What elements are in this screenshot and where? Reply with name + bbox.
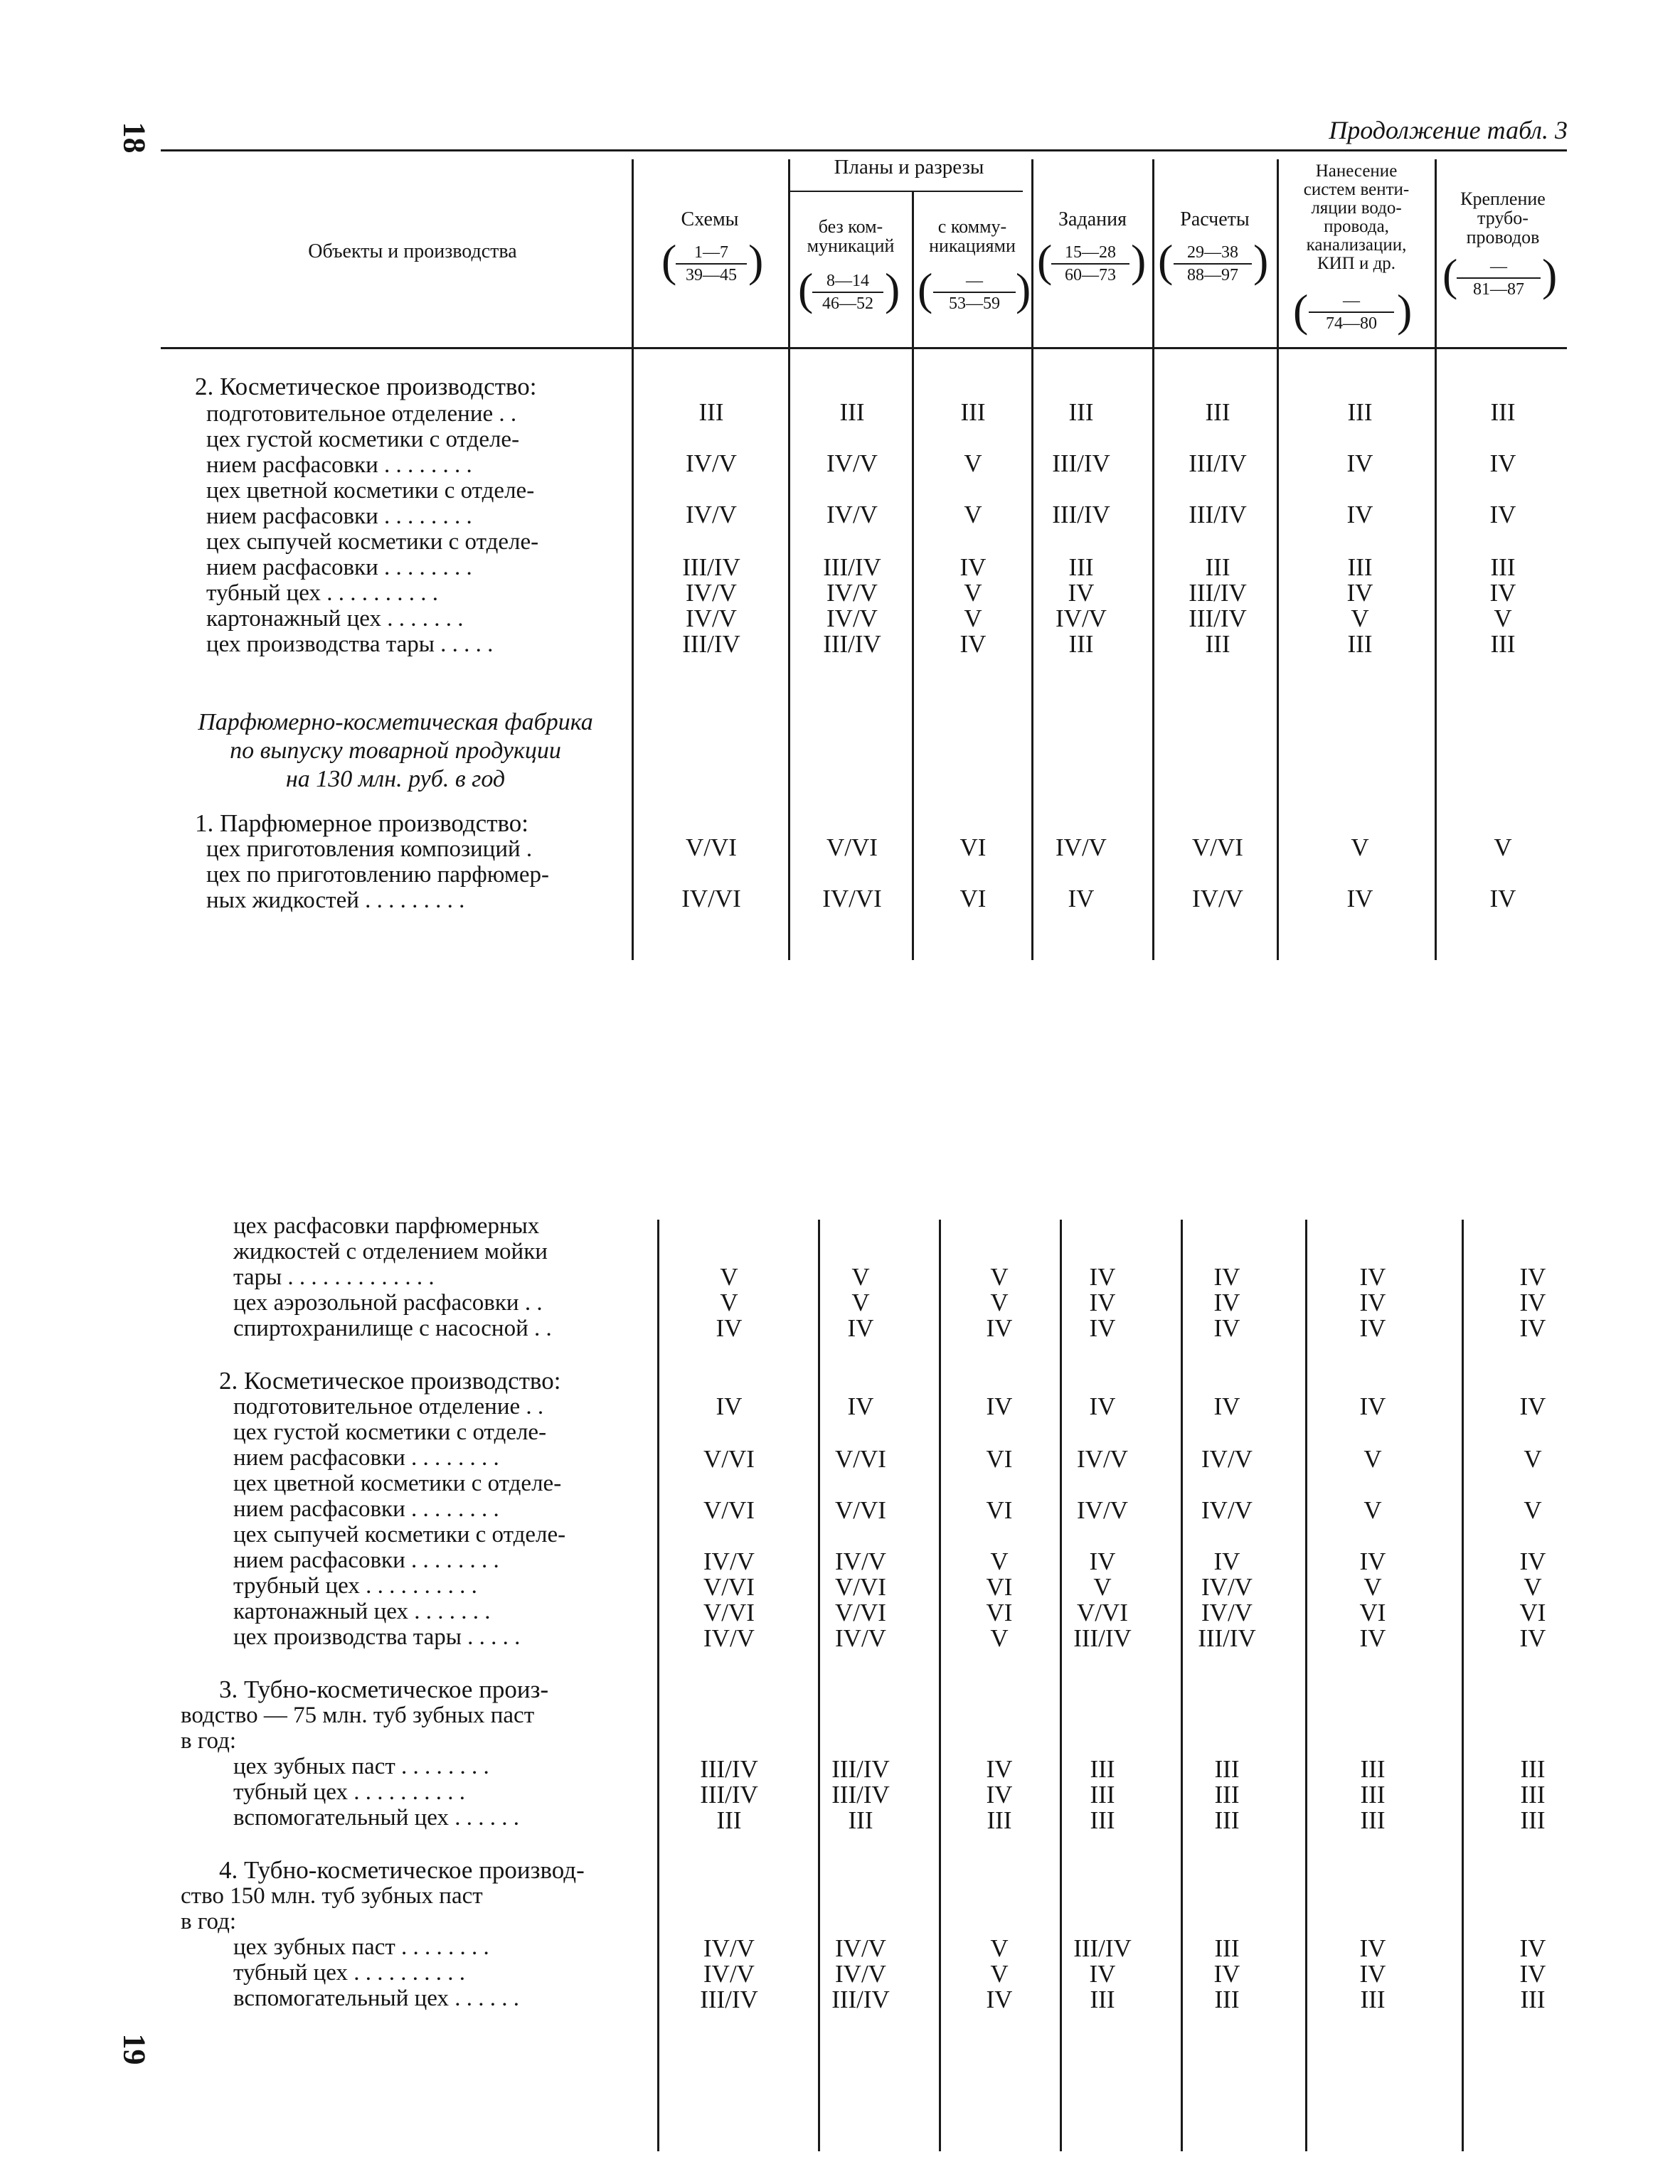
table-cell: III bbox=[698, 398, 724, 426]
table-cell: IV bbox=[986, 1755, 1013, 1783]
table-cell: III/IV bbox=[700, 1986, 758, 2013]
table-cell: III/IV bbox=[831, 1986, 890, 2013]
table-cell: III/IV bbox=[1189, 579, 1247, 607]
table-cell: III bbox=[1360, 1806, 1386, 1834]
table-cell: IV bbox=[1359, 1624, 1386, 1652]
table-cell: V bbox=[851, 1289, 870, 1316]
table-cell: V/VI bbox=[1077, 1599, 1128, 1626]
table-cell: IV bbox=[847, 1314, 874, 1342]
table-cell: IV/V bbox=[826, 501, 878, 528]
row-label: спиртохранилище с насосной . . bbox=[233, 1316, 552, 1341]
table-cell: III/IV bbox=[682, 630, 740, 658]
header-tasks: Задания bbox=[1058, 208, 1127, 230]
table-cell: IV bbox=[1213, 1263, 1240, 1291]
table-cell: IV bbox=[1359, 1392, 1386, 1420]
row-label: картонажный цех . . . . . . . bbox=[233, 1599, 491, 1624]
table-cell: III bbox=[848, 1806, 873, 1834]
row-label: цех сыпучей косметики с отделе- bbox=[233, 1522, 566, 1548]
table-cell: IV/V bbox=[1056, 604, 1107, 632]
col-divider bbox=[1152, 159, 1154, 960]
table-cell: VI bbox=[1359, 1599, 1386, 1626]
row-label: цех цветной косметики с отделе- bbox=[233, 1471, 562, 1496]
table-cell: V bbox=[1363, 1496, 1382, 1524]
header-with-communications: с комму- никациями bbox=[929, 216, 1016, 256]
table-cell: III/IV bbox=[1189, 604, 1247, 632]
table-cell: IV bbox=[959, 553, 987, 581]
header-calculations: Расчеты bbox=[1180, 208, 1250, 230]
row-label: цех зубных паст . . . . . . . . bbox=[233, 1754, 489, 1779]
table-cell: VI bbox=[959, 833, 987, 861]
table-cell: IV bbox=[1346, 885, 1373, 912]
table-cell: IV bbox=[1519, 1392, 1546, 1420]
table-cell: IV bbox=[959, 630, 987, 658]
table-cell: V/VI bbox=[703, 1573, 755, 1601]
row-label: вспомогательный цех . . . . . . bbox=[233, 1805, 519, 1831]
table-cell: V bbox=[964, 579, 982, 607]
table-cell: IV bbox=[1089, 1960, 1116, 1988]
header-schemes: Схемы bbox=[681, 208, 739, 230]
table-cell: III bbox=[1214, 1755, 1240, 1783]
table-cell: V bbox=[851, 1263, 870, 1291]
table-cell: V bbox=[964, 604, 982, 632]
header-with-comm-fraction: — 53—59 bbox=[933, 270, 1016, 314]
table-cell: IV/V bbox=[826, 579, 878, 607]
table-cell: III bbox=[1347, 630, 1373, 658]
table-cell: IV bbox=[1089, 1548, 1116, 1575]
row-label: цех цветной косметики с отделе- bbox=[206, 478, 535, 504]
table-cell: III bbox=[1068, 553, 1094, 581]
row-label: картонажный цех . . . . . . . bbox=[206, 606, 464, 632]
table-cell: IV bbox=[1213, 1314, 1240, 1342]
section-title: 4. Тубно-косметическое производ- bbox=[219, 1856, 585, 1884]
row-label: цех производства тары . . . . . bbox=[233, 1624, 521, 1650]
table-cell: III bbox=[1090, 1806, 1115, 1834]
table-cell: V bbox=[1494, 833, 1512, 861]
row-label: тубный цех . . . . . . . . . . bbox=[233, 1960, 465, 1986]
table-cell: IV/V bbox=[703, 1934, 755, 1962]
table-cell: IV/V bbox=[1201, 1445, 1253, 1473]
row-label: цех аэрозольной расфасовки . . bbox=[233, 1290, 543, 1316]
paren-right: ) bbox=[748, 235, 764, 286]
table-cell: III/IV bbox=[831, 1781, 890, 1809]
table-cell: IV bbox=[986, 1986, 1013, 2013]
table-cell: III bbox=[1360, 1781, 1386, 1809]
table-cell: III bbox=[1360, 1986, 1386, 2013]
table-cell: IV/V bbox=[826, 449, 878, 477]
table-cell: IV bbox=[716, 1392, 743, 1420]
continuation-caption: Продолжение табл. 3 bbox=[1329, 116, 1568, 144]
table-cell: IV/V bbox=[1077, 1445, 1128, 1473]
table-cell: V bbox=[990, 1960, 1009, 1988]
table-cell: IV bbox=[1089, 1289, 1116, 1316]
col-divider bbox=[1277, 159, 1279, 960]
table-cell: IV bbox=[1489, 449, 1516, 477]
table-cell: III bbox=[1490, 553, 1516, 581]
table-cell: V bbox=[1093, 1573, 1112, 1601]
table-cell: IV/V bbox=[686, 449, 737, 477]
table-cell: IV bbox=[1089, 1314, 1116, 1342]
table-cell: V/VI bbox=[703, 1599, 755, 1626]
table-cell: V/VI bbox=[835, 1445, 886, 1473]
table-cell: IV/V bbox=[826, 604, 878, 632]
table-cell: III bbox=[716, 1806, 742, 1834]
table-cell: IV bbox=[1068, 885, 1095, 912]
table-cell: IV/VI bbox=[822, 885, 882, 912]
table-cell: III bbox=[1090, 1986, 1115, 2013]
row-label: нием расфасовки . . . . . . . . bbox=[233, 1548, 499, 1573]
col-divider bbox=[1435, 159, 1437, 960]
header-calculations-fraction: $\frac{29—38}{88—97}$ bbox=[1174, 242, 1252, 286]
col-divider bbox=[657, 1220, 659, 2151]
table-cell: IV bbox=[1519, 1289, 1546, 1316]
page-number-top: 18 bbox=[117, 122, 152, 154]
table-cell: III bbox=[1520, 1755, 1546, 1783]
row-label: цех по приготовлению парфюмер- bbox=[206, 862, 550, 888]
row-label: тубный цех . . . . . . . . . . bbox=[206, 580, 438, 606]
table-cell: III/IV bbox=[1073, 1934, 1132, 1962]
table-cell: IV bbox=[1213, 1289, 1240, 1316]
row-label: нием расфасовки . . . . . . . . bbox=[206, 555, 472, 580]
table-cell: III/IV bbox=[823, 630, 881, 658]
table-cell: III/IV bbox=[1198, 1624, 1256, 1652]
table-cell: III/IV bbox=[700, 1755, 758, 1783]
table-cell: IV/V bbox=[1201, 1599, 1253, 1626]
table-cell: IV/V bbox=[1201, 1573, 1253, 1601]
table-cell: V/VI bbox=[835, 1573, 886, 1601]
table-cell: IV/VI bbox=[681, 885, 741, 912]
table-cell: IV/V bbox=[835, 1624, 886, 1652]
table-cell: IV/V bbox=[703, 1960, 755, 1988]
row-label: ство 150 млн. туб зубных паст bbox=[181, 1883, 483, 1909]
table-cell: III bbox=[1214, 1806, 1240, 1834]
table-cell: III bbox=[1214, 1986, 1240, 2013]
table-cell: III bbox=[1068, 398, 1094, 426]
table-cell: IV bbox=[1359, 1934, 1386, 1962]
table-cell: IV/V bbox=[703, 1548, 755, 1575]
row-label: ных жидкостей . . . . . . . . . bbox=[206, 888, 465, 913]
table-cell: V/VI bbox=[835, 1496, 886, 1524]
row-label: нием расфасовки . . . . . . . . bbox=[233, 1496, 499, 1522]
section-title: 1. Парфюмерное производство: bbox=[195, 809, 529, 837]
table-cell: V bbox=[990, 1263, 1009, 1291]
table-cell: IV/V bbox=[1056, 833, 1107, 861]
table-cell: III bbox=[987, 1806, 1012, 1834]
table-cell: IV bbox=[986, 1314, 1013, 1342]
table-cell: III bbox=[1520, 1781, 1546, 1809]
table-cell: III/IV bbox=[1073, 1624, 1132, 1652]
table-cell: VI bbox=[1519, 1599, 1546, 1626]
table-cell: IV bbox=[1213, 1392, 1240, 1420]
table-cell: III bbox=[1490, 398, 1516, 426]
table-cell: V bbox=[964, 449, 982, 477]
table-cell: V bbox=[1351, 833, 1369, 861]
header-pipes: Крепление трубо- проводов bbox=[1460, 188, 1546, 247]
table-cell: IV/V bbox=[1192, 885, 1243, 912]
header-systems-fraction: — 74—80 bbox=[1309, 290, 1394, 334]
table-cell: IV bbox=[716, 1314, 743, 1342]
table-cell: III bbox=[1090, 1781, 1115, 1809]
paren-right: ) bbox=[1016, 264, 1031, 314]
table-cell: VI bbox=[986, 1599, 1013, 1626]
table-cell: VI bbox=[986, 1445, 1013, 1473]
row-label: вспомогательный цех . . . . . . bbox=[233, 1986, 519, 2011]
paren-right: ) bbox=[885, 264, 900, 314]
row-label: подготовительное отделение . . bbox=[206, 401, 517, 427]
page-number-bottom: 19 bbox=[117, 2033, 152, 2065]
row-label: подготовительное отделение . . bbox=[233, 1394, 544, 1419]
table-cell: IV bbox=[1089, 1392, 1116, 1420]
header-rule bbox=[161, 347, 1567, 349]
header-tasks-fraction: $\frac{15—28}{60—73}$ bbox=[1051, 242, 1129, 286]
table-cell: III/IV bbox=[823, 553, 881, 581]
row-label: цех приготовления композиций . bbox=[206, 836, 533, 862]
col-divider bbox=[939, 1220, 941, 2151]
table-cell: III/IV bbox=[1052, 449, 1110, 477]
table-cell: IV bbox=[1519, 1548, 1546, 1575]
table-cell: IV bbox=[1346, 579, 1373, 607]
row-label: цех зубных паст . . . . . . . . bbox=[233, 1934, 489, 1960]
header-no-communications: без ком- муникаций bbox=[807, 216, 895, 256]
table-cell: IV bbox=[1519, 1624, 1546, 1652]
table-cell: IV bbox=[847, 1392, 874, 1420]
table-cell: V/VI bbox=[1192, 833, 1243, 861]
row-label: нием расфасовки . . . . . . . . bbox=[206, 504, 472, 529]
table-cell: V bbox=[1524, 1496, 1542, 1524]
table-cell: VI bbox=[986, 1573, 1013, 1601]
header-no-comm-fraction: $\frac{8—14}{46—52}$ bbox=[812, 270, 883, 314]
row-label: нием расфасовки . . . . . . . . bbox=[233, 1445, 499, 1471]
paren-right: ) bbox=[1131, 235, 1147, 286]
paren-left: ( bbox=[918, 264, 933, 314]
table-cell: V bbox=[990, 1624, 1009, 1652]
table-cell: IV bbox=[1519, 1934, 1546, 1962]
row-label: нием расфасовки . . . . . . . . bbox=[206, 452, 472, 478]
table-cell: V bbox=[720, 1263, 738, 1291]
table-cell: IV/V bbox=[686, 579, 737, 607]
row-label: в год: bbox=[181, 1909, 237, 1934]
table-cell: IV bbox=[1489, 501, 1516, 528]
table-cell: V bbox=[990, 1548, 1009, 1575]
table-cell: III bbox=[1347, 553, 1373, 581]
table-cell: VI bbox=[986, 1496, 1013, 1524]
table-cell: V bbox=[990, 1934, 1009, 1962]
table-cell: III bbox=[1520, 1986, 1546, 2013]
table-cell: IV bbox=[1359, 1314, 1386, 1342]
table-cell: III bbox=[839, 398, 865, 426]
table-cell: V bbox=[964, 501, 982, 528]
table-cell: V bbox=[1494, 604, 1512, 632]
table-cell: III bbox=[1360, 1755, 1386, 1783]
table-cell: III bbox=[1068, 630, 1094, 658]
table-cell: III bbox=[1520, 1806, 1546, 1834]
table-cell: IV bbox=[986, 1781, 1013, 1809]
table-cell: V bbox=[1363, 1573, 1382, 1601]
table-cell: V/VI bbox=[703, 1445, 755, 1473]
paren-right: ) bbox=[1397, 285, 1413, 336]
table-cell: IV bbox=[1346, 449, 1373, 477]
top-rule bbox=[161, 149, 1567, 151]
paren-left: ( bbox=[1293, 285, 1309, 336]
paren-left: ( bbox=[1442, 250, 1458, 300]
table-cell: IV bbox=[1346, 501, 1373, 528]
table-cell: III bbox=[1090, 1755, 1115, 1783]
header-schemes-fraction: $\frac{1—7}{39—45}$ bbox=[676, 242, 747, 286]
table-cell: III/IV bbox=[1189, 449, 1247, 477]
row-label: жидкостей с отделением мойки bbox=[233, 1239, 548, 1264]
table-cell: III/IV bbox=[1052, 501, 1110, 528]
paren-left: ( bbox=[661, 235, 677, 286]
table-cell: III bbox=[1214, 1781, 1240, 1809]
table-cell: IV bbox=[1519, 1263, 1546, 1291]
table-cell: III bbox=[1205, 630, 1230, 658]
table-cell: III bbox=[1214, 1934, 1240, 1962]
header-pipes-fraction: — 81—87 bbox=[1457, 256, 1541, 300]
table-cell: IV bbox=[986, 1392, 1013, 1420]
table-cell: IV bbox=[1519, 1314, 1546, 1342]
table-cell: IV/V bbox=[1201, 1496, 1253, 1524]
col-divider bbox=[632, 159, 634, 960]
table-cell: IV bbox=[1359, 1263, 1386, 1291]
col-divider bbox=[912, 192, 914, 960]
table-cell: III/IV bbox=[831, 1755, 890, 1783]
row-label: трубный цех . . . . . . . . . . bbox=[233, 1573, 477, 1599]
table-cell: IV/V bbox=[835, 1548, 886, 1575]
table-cell: III/IV bbox=[682, 553, 740, 581]
col-divider bbox=[788, 159, 790, 960]
table-cell: III bbox=[1205, 398, 1230, 426]
table-cell: IV bbox=[1213, 1548, 1240, 1575]
table-cell: IV bbox=[1068, 579, 1095, 607]
paren-left: ( bbox=[1158, 235, 1174, 286]
table-cell: V bbox=[1524, 1445, 1542, 1473]
table-cell: III bbox=[1347, 398, 1373, 426]
table-cell: III/IV bbox=[1189, 501, 1247, 528]
header-plans-group: Планы и разрезы bbox=[834, 156, 984, 179]
table-cell: V/VI bbox=[826, 833, 878, 861]
row-label: в год: bbox=[181, 1728, 237, 1754]
row-label: тубный цех . . . . . . . . . . bbox=[233, 1779, 465, 1805]
factory-title: Парфюмерно-косметическая фабрика по выпуску товарной продукции на 130 млн. руб. в год bbox=[198, 709, 593, 792]
table-cell: III/IV bbox=[700, 1781, 758, 1809]
table-cell: III bbox=[960, 398, 986, 426]
table-cell: IV bbox=[1489, 885, 1516, 912]
header-systems: Нанесение систем венти- ляции водо- провода, канализации, КИП и др. bbox=[1303, 161, 1410, 273]
table-cell: V/VI bbox=[835, 1599, 886, 1626]
row-label: цех расфасовки парфюмерных bbox=[233, 1213, 540, 1239]
table-cell: V bbox=[720, 1289, 738, 1316]
table-cell: IV/V bbox=[686, 501, 737, 528]
paren-right: ) bbox=[1253, 235, 1269, 286]
table-cell: IV bbox=[1089, 1263, 1116, 1291]
row-label: водство — 75 млн. туб зубных паст bbox=[181, 1703, 535, 1728]
table-cell: IV bbox=[1519, 1960, 1546, 1988]
table-cell: IV bbox=[1489, 579, 1516, 607]
paren-left: ( bbox=[1037, 235, 1053, 286]
table-cell: V bbox=[1524, 1573, 1542, 1601]
table-cell: V bbox=[1363, 1445, 1382, 1473]
table-cell: IV bbox=[1213, 1960, 1240, 1988]
section-title: 3. Тубно-косметическое произ- bbox=[219, 1676, 549, 1703]
section-title: 2. Косметическое производство: bbox=[219, 1367, 561, 1395]
row-label: цех густой косметики с отделе- bbox=[233, 1419, 547, 1445]
table-cell: IV bbox=[1359, 1960, 1386, 1988]
col-divider bbox=[1305, 1220, 1307, 2151]
paren-left: ( bbox=[798, 264, 814, 314]
header-objects: Объекты и производства bbox=[308, 240, 517, 262]
table-cell: IV bbox=[1359, 1548, 1386, 1575]
table-cell: VI bbox=[959, 885, 987, 912]
row-label: цех производства тары . . . . . bbox=[206, 632, 494, 657]
row-label: тары . . . . . . . . . . . . . bbox=[233, 1264, 435, 1290]
section-title: 2. Косметическое производство: bbox=[195, 373, 537, 400]
table-cell: IV/V bbox=[1077, 1496, 1128, 1524]
table-cell: V bbox=[990, 1289, 1009, 1316]
table-cell: IV/V bbox=[686, 604, 737, 632]
paren-right: ) bbox=[1542, 250, 1558, 300]
table-cell: V/VI bbox=[686, 833, 737, 861]
table-cell: IV bbox=[1359, 1289, 1386, 1316]
table-cell: III bbox=[1205, 553, 1230, 581]
table-cell: IV/V bbox=[835, 1960, 886, 1988]
col-divider bbox=[1462, 1220, 1464, 2151]
table-cell: V bbox=[1351, 604, 1369, 632]
table-cell: IV/V bbox=[835, 1934, 886, 1962]
table-cell: III bbox=[1490, 630, 1516, 658]
table-cell: IV/V bbox=[703, 1624, 755, 1652]
plans-group-rule bbox=[788, 191, 1023, 192]
row-label: цех сыпучей косметики с отделе- bbox=[206, 529, 539, 555]
row-label: цех густой косметики с отделе- bbox=[206, 427, 520, 452]
table-cell: V/VI bbox=[703, 1496, 755, 1524]
